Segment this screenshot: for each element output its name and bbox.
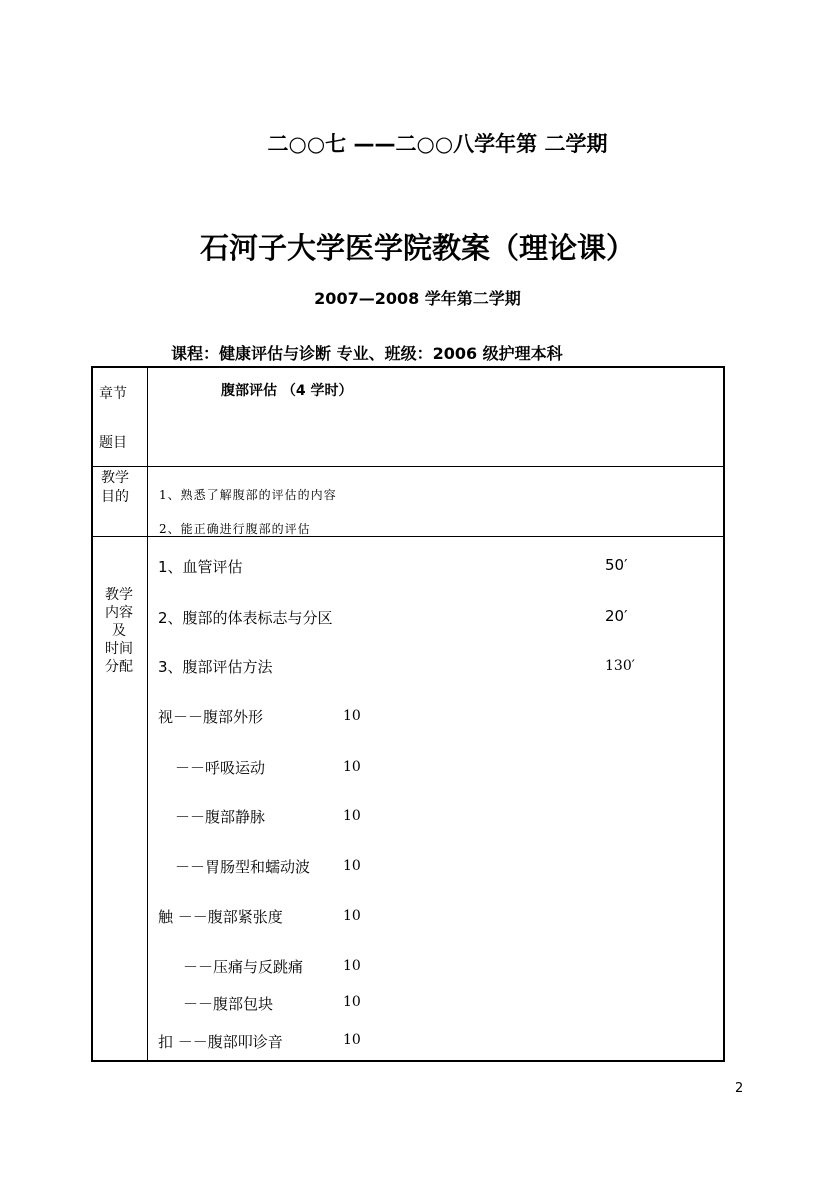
method-time: 10 [343,808,361,824]
content-label: 内容 [105,605,133,621]
section-time: 20′ [605,607,628,625]
method-time: 10 [343,908,361,924]
method-time: 10 [343,1032,361,1048]
method-time: 10 [343,994,361,1010]
method-item: －－压痛与反跳痛 [183,958,304,976]
chapter-title: 腹部评估 （4 学时） [221,383,353,399]
method-item: 触 －－腹部紧张度 [158,908,283,926]
section-time: 130′ [605,658,635,674]
chapter-label: 章节 [99,386,127,402]
method-item: 扣 －－腹部叩诊音 [158,1033,283,1051]
method-item: －－腹部静脉 [175,808,266,826]
chapter-label: 题目 [99,435,127,451]
content-label: 及 [112,623,126,639]
method-item: 视－－腹部外形 [158,708,264,726]
table-row-divider [91,466,725,467]
objective-item: 2、能正确进行腹部的评估 [159,522,311,536]
table-column-divider [147,366,148,1062]
method-item: －－胃肠型和蠕动波 [175,858,311,876]
objective-label: 目的 [101,489,129,505]
page-number: 2 [735,1081,744,1096]
document-title: 石河子大学医学院教案（理论课） [199,231,635,265]
section-item: 3、腹部评估方法 [158,658,273,676]
section-time: 50′ [605,556,628,574]
course-info: 课程：健康评估与诊断 专业、班级：2006 级护理本科 [171,344,563,363]
method-time: 10 [343,958,361,974]
method-time: 10 [343,858,361,874]
content-label: 教学 [105,587,133,603]
semester-heading: 二○○七 ——二○○八学年第 二学期 [267,132,608,156]
method-item: －－呼吸运动 [175,759,266,777]
method-time: 10 [343,759,361,775]
section-item: 2、腹部的体表标志与分区 [158,609,333,627]
content-label: 时间 [105,641,133,657]
objective-item: 1、熟悉了解腹部的评估的内容 [159,488,337,502]
method-time: 10 [343,708,361,724]
content-label: 分配 [105,659,133,675]
document-subtitle: 2007—2008 学年第二学期 [314,289,521,308]
objective-label: 教学 [101,470,129,486]
method-item: －－腹部包块 [183,995,274,1013]
section-item: 1、血管评估 [158,558,243,576]
